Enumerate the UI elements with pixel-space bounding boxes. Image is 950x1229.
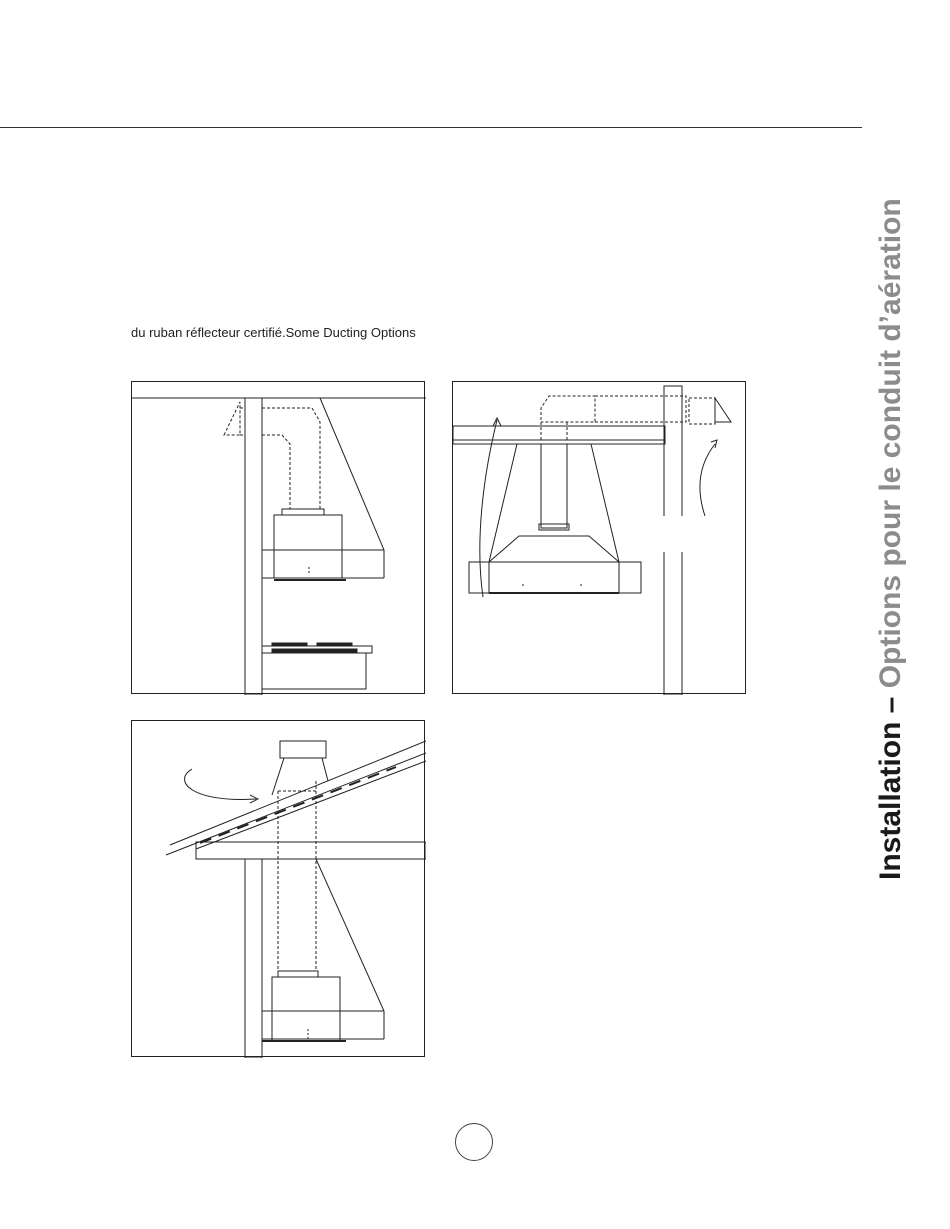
wall-mount-hood-diagram (131, 381, 425, 694)
section-title-dark: Installation – (874, 688, 907, 880)
wall-mount-hood-drawing (132, 382, 426, 695)
section-title-grey: Options pour le conduit d’aération (874, 198, 907, 689)
island-hood-diagram (452, 381, 746, 694)
island-hood-drawing (453, 382, 747, 695)
roof-vent-hood-drawing (132, 721, 426, 1058)
header-rule (0, 127, 862, 128)
roof-vent-hood-diagram (131, 720, 425, 1057)
page-number-circle (455, 1123, 493, 1161)
section-title (874, 198, 908, 880)
intro-text: du ruban réflecteur certifié.Some Ducting Options (131, 325, 416, 340)
